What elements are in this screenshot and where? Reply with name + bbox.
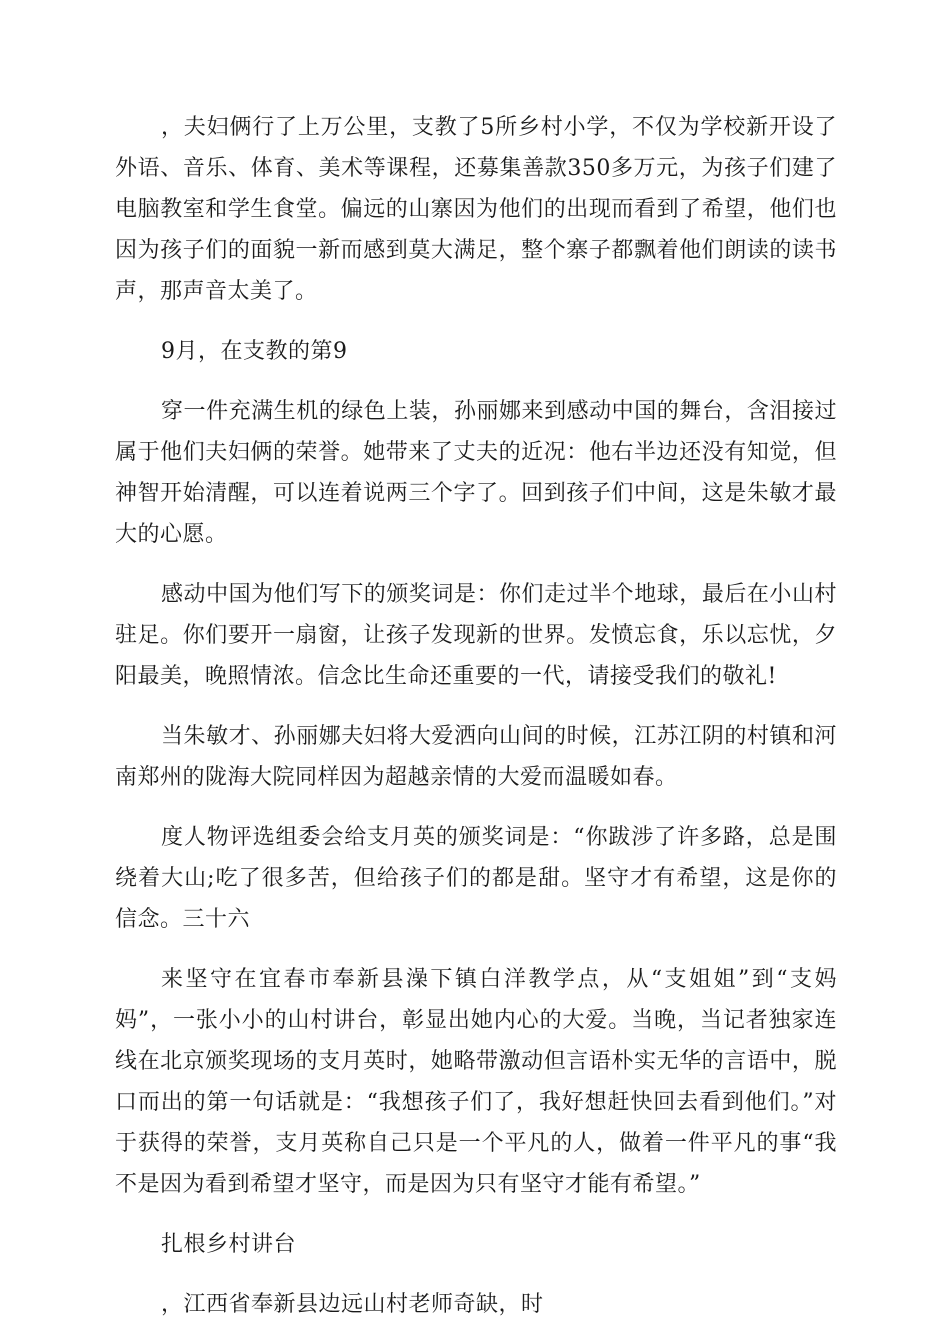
paragraph-sun-lina-stage: 穿一件充满生机的绿色上装，孙丽娜来到感动中国的舞台，含泪接过属于他们夫妇俩的荣誉。她带来了丈夫的近况：他右半边还没有知觉，但神智开始清醒，可以连着说两三个字了。回到孩子们中间，这是朱敏才最大的心愿。 bbox=[115, 399, 837, 547]
paragraph-award-citation-couple: 感动中国为他们写下的颁奖词是：你们走过半个地球，最后在小山村驻足。你们要开一扇窗，让孩子发现新的世界。发愤忘食，乐以忘忧，夕阳最美，晚照情浓。信念比生命还重要的一代，请接受我们的敬礼! bbox=[115, 582, 837, 689]
paragraph-jiangyin-zhengzhou: 当朱敏才、孙丽娜夫妇将大爱洒向山间的时候，江苏江阴的村镇和河南郑州的陇海大院同样因为超越亲情的大爱而温暖如春。 bbox=[115, 724, 837, 790]
paragraph-september-fragment: 9月，在支教的第9 bbox=[161, 339, 348, 364]
paragraph-award-citation-zhi-yueying: 度人物评选组委会给支月英的颁奖词是：“你跋涉了许多路，总是围绕着大山;吃了很多苦，但给孩子们的都是甜。坚守才有希望，这是你的信念。三十六 bbox=[115, 825, 837, 932]
paragraph-zhi-yueying-story: 来坚守在宜春市奉新县澡下镇白洋教学点，从“支姐姐”到“支妈妈”，一张小小的山村讲台，彰显出她内心的大爱。当晚，当记者独家连线在北京颁奖现场的支月英时，她略带激动但言语朴实无华的言语中，脱口而出的第一句话就是：“我想孩子们了，我好想赶快回去看到他们。”对于获得的荣誉，支月英称自己只是一个平凡的人，做着一件平凡的事“我不是因为看到希望才坚守，而是因为只有坚守才能有希望。” bbox=[115, 967, 837, 1197]
paragraph-section-heading: 扎根乡村讲台 bbox=[161, 1232, 297, 1257]
paragraph-jiangxi-fragment: ，江西省奉新县边远山村老师奇缺，时 bbox=[161, 1292, 544, 1317]
document-body bbox=[115, 107, 837, 1344]
paragraph-couple-travels: ，夫妇俩行了上万公里，支教了5所乡村小学，不仅为学校新开设了外语、音乐、体育、美术等课程，还募集善款350多万元，为孩子们建了电脑教室和学生食堂。偏远的山寨因为他们的出现而看到了希望，他们也因为孩子们的面貌一新而感到莫大满足，整个寨子都飘着他们朗读的读书声，那声音太美了。 bbox=[115, 115, 837, 304]
